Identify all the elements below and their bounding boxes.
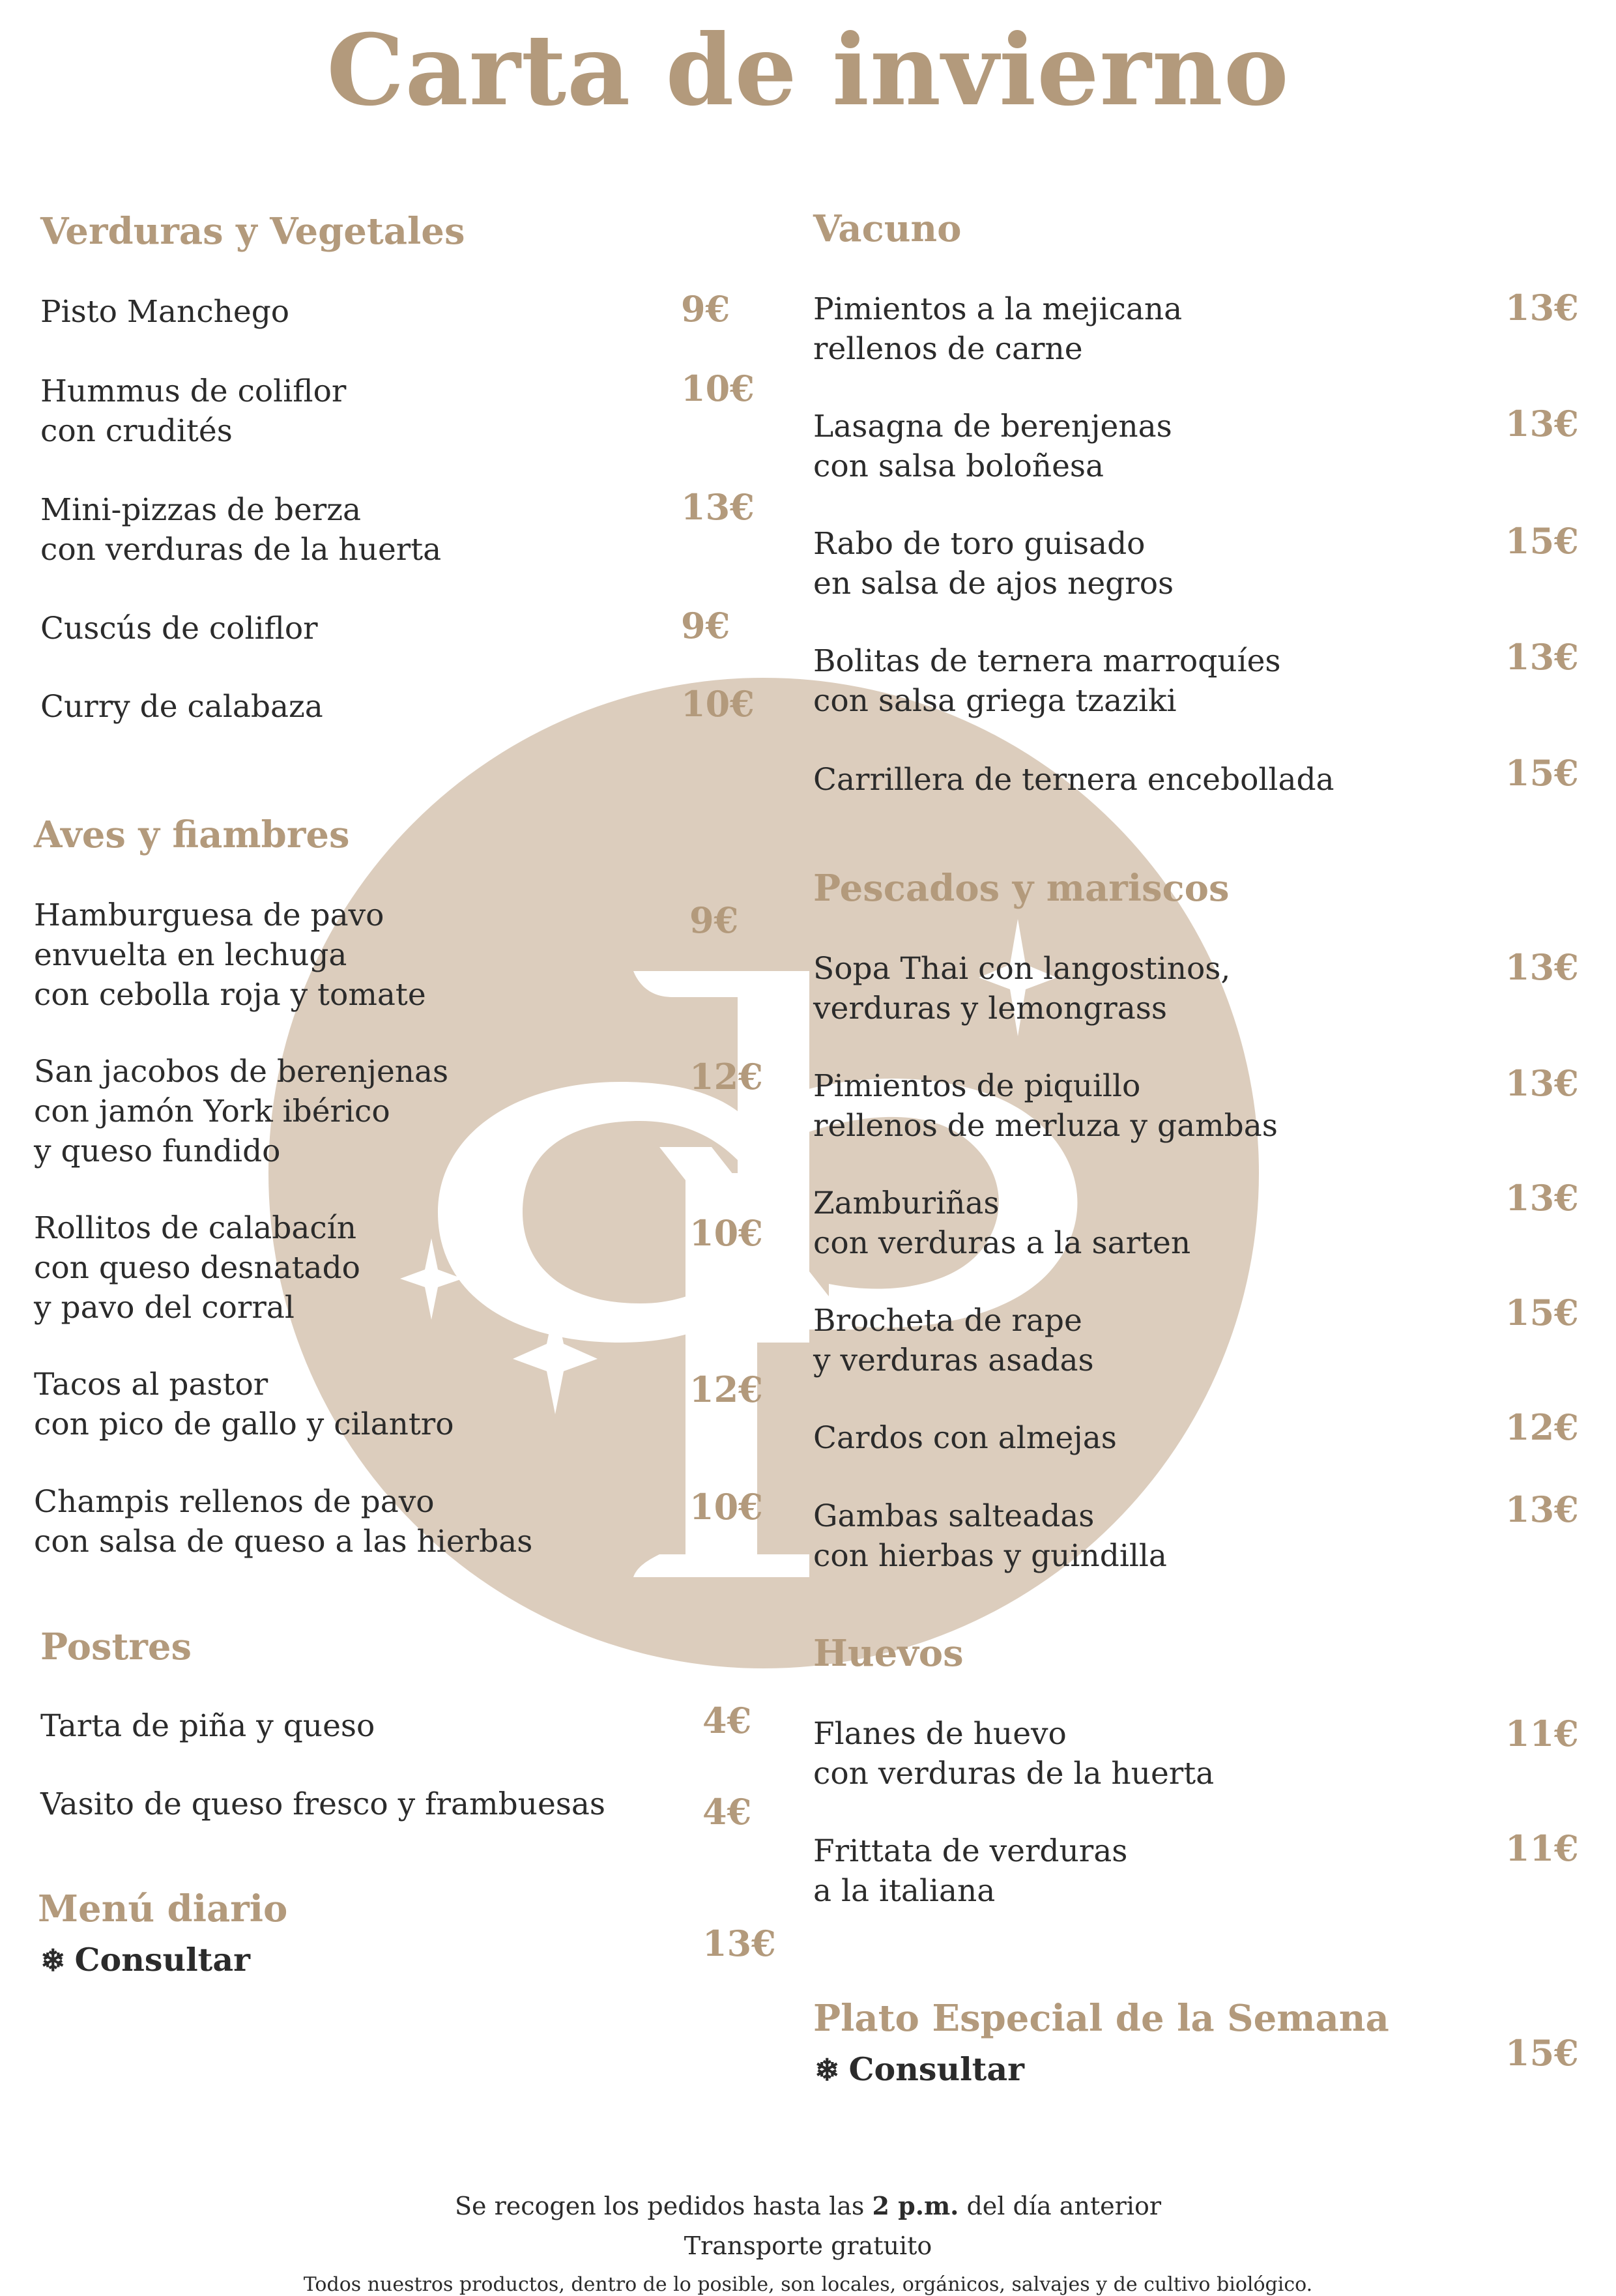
section-title-vacuno: Vacuno [813,207,962,250]
menu-item-price: 4€ [702,1791,752,1833]
section-title-aves: Aves y fiambres [34,813,350,856]
menu-item-line: Frittata de verduras [813,1833,1128,1869]
footer-products-note: Todos nuestros productos, dentro de lo posible, son locales, orgánicos, salvajes y de cultivo biológico. [303,2273,1313,2296]
menu-item [813,1831,1127,1911]
menu-item-line: a la italiana [813,1873,996,1909]
menu-item-line: Mini-pizzas de berza [40,492,362,528]
menu-item-line: Vasito de queso fresco y frambuesas [40,1786,606,1822]
menu-item-line: con verduras de la huerta [813,1756,1215,1792]
menu-item-line: Pisto Manchego [40,294,290,330]
menu-item-line: con salsa griega tzaziki [813,683,1177,719]
footer-text: Se recogen los pedidos hasta las [454,2192,873,2220]
consult-label [815,2050,1024,2088]
menu-item-price: 4€ [702,1700,752,1741]
menu-item-price: 13€ [1505,636,1579,678]
menu-item [813,1418,1117,1458]
footer-time: 2 p.m. [872,2191,959,2220]
menu-item [34,1482,532,1562]
menu-item [813,1301,1094,1380]
menu-item [813,949,1230,1028]
menu-item-price: 12€ [689,1056,763,1097]
menu-item-price: 13€ [1505,1177,1579,1219]
menu-item-line: en salsa de ajos negros [813,566,1174,602]
menu-item-price: 10€ [681,683,755,725]
menu-item-price: 13€ [1505,1062,1579,1104]
menu-item [40,1784,605,1824]
menu-item [34,895,426,1015]
menu-item-price: 13€ [1505,946,1579,988]
menu-item [813,524,1174,603]
menu-item [813,1184,1190,1263]
menu-item-line: rellenos de merluza y gambas [813,1108,1278,1144]
menu-item-price: 9€ [681,288,730,330]
consult-text: Consultar [848,2050,1024,2088]
menu-item-price: 15€ [1505,1292,1579,1333]
footer-transport: Transporte gratuito [684,2231,932,2260]
menu-item-line: con salsa boloñesa [813,448,1104,484]
menu-item [34,1208,360,1328]
menu-item-line: Cuscús de coliflor [40,611,318,647]
menu-item-price: 9€ [681,605,730,647]
menu-item [40,490,441,570]
menu-item-price: 11€ [1505,1827,1579,1869]
menu-item-price: 15€ [1505,752,1579,794]
menu-item-price: 13€ [681,486,755,528]
menu-item-line: Hamburguesa de pavo [34,897,384,933]
menu-item [34,1052,448,1171]
menu-item-line: Zamburiñas [813,1185,1000,1221]
section-title-huevos: Huevos [813,1632,964,1675]
page-title: Carta de invierno [326,13,1290,128]
snowflake-icon: ❄ [40,1943,66,1978]
consult-label [40,1941,250,1979]
menu-item-line: Tarta de piña y queso [40,1708,375,1744]
menu-item-line: con salsa de queso a las hierbas [34,1524,533,1560]
menu-item-price: 12€ [689,1369,763,1410]
section-title-postres: Postres [40,1625,192,1668]
menu-item [813,1714,1214,1794]
menu-item-line: Pimientos de piquillo [813,1068,1141,1104]
menu-item [813,407,1172,486]
menu-item-price: 10€ [689,1212,763,1254]
menu-item-line: Gambas salteadas [813,1498,1095,1534]
section-title-pescados: Pescados y mariscos [813,867,1230,910]
menu-item-line: Champis rellenos de pavo [34,1484,435,1520]
menu-item-price: 12€ [1505,1406,1579,1448]
footer-order-note [0,2191,1616,2220]
menu-item-line: y pavo del corral [34,1290,295,1326]
footer-text: del día anterior [959,2192,1161,2220]
menu-item [34,1365,454,1444]
menu-item [40,292,289,332]
menu-item-line: Carrillera de ternera encebollada [813,762,1335,798]
menu-item-line: verduras y lemongrass [813,991,1168,1026]
menu-item-line: Lasagna de berenjenas [813,409,1172,444]
menu-item [40,371,346,451]
section-title-verduras: Verduras y Vegetales [40,210,465,253]
menu-item-line: con crudités [40,413,233,449]
menu-item [813,1066,1278,1146]
menu-item-line: Rollitos de calabacín [34,1210,356,1246]
menu-item [813,289,1182,369]
menu-item-line: San jacobos de berenjenas [34,1054,449,1090]
menu-item-line: Rabo de toro guisado [813,526,1146,562]
menu-item-price: 11€ [1505,1713,1579,1754]
menu-item-line: Sopa Thai con langostinos, [813,951,1231,987]
menu-item-line: con hierbas y guindilla [813,1538,1167,1574]
menu-item-line: con cebolla roja y tomate [34,977,426,1013]
menu-item-line: Cardos con almejas [813,1420,1117,1456]
menu-item-price: 15€ [1505,2032,1579,2074]
menu-item-line: con queso desnatado [34,1250,360,1286]
menu-item [40,609,318,648]
menu-item-line: con verduras a la sarten [813,1225,1191,1261]
menu-item-price: 13€ [1505,1489,1579,1530]
menu-item-line: y verduras asadas [813,1343,1094,1378]
consult-text: Consultar [74,1941,250,1979]
section-title-especial: Plato Especial de la Semana [813,1997,1389,2040]
menu-item-line: Tacos al pastor [34,1367,268,1402]
menu-item-line: Brocheta de rape [813,1303,1082,1339]
menu-item-price: 9€ [689,899,739,941]
menu-item-line: Curry de calabaza [40,689,323,725]
menu-item [813,641,1281,721]
menu-item-line: y queso fundido [34,1133,281,1169]
menu-item-line: envuelta en lechuga [34,937,347,973]
menu-item [40,687,323,727]
menu-item-line: con jamón York ibérico [34,1094,390,1129]
menu-item-price: 13€ [702,1923,776,1964]
menu-item-line: con pico de gallo y cilantro [34,1406,454,1442]
menu-item-price: 10€ [689,1486,763,1528]
menu-item-line: Pimientos a la mejicana [813,291,1183,327]
snowflake-icon: ❄ [815,2052,840,2087]
menu-item-price: 15€ [1505,520,1579,562]
menu-item [813,760,1335,800]
menu-item-price: 13€ [1505,287,1579,328]
menu-item-line: Flanes de huevo [813,1716,1067,1752]
menu-item-line: Hummus de coliflor [40,373,347,409]
menu-item [40,1706,375,1746]
menu-item-line: con verduras de la huerta [40,532,442,568]
menu-item-price: 13€ [1505,403,1579,444]
menu-item-price: 10€ [681,368,755,409]
menu-item-line: rellenos de carne [813,331,1083,367]
menu-item [813,1496,1167,1576]
section-title-menu-diario: Menú diario [38,1887,288,1930]
menu-item-line: Bolitas de ternera marroquíes [813,643,1281,679]
